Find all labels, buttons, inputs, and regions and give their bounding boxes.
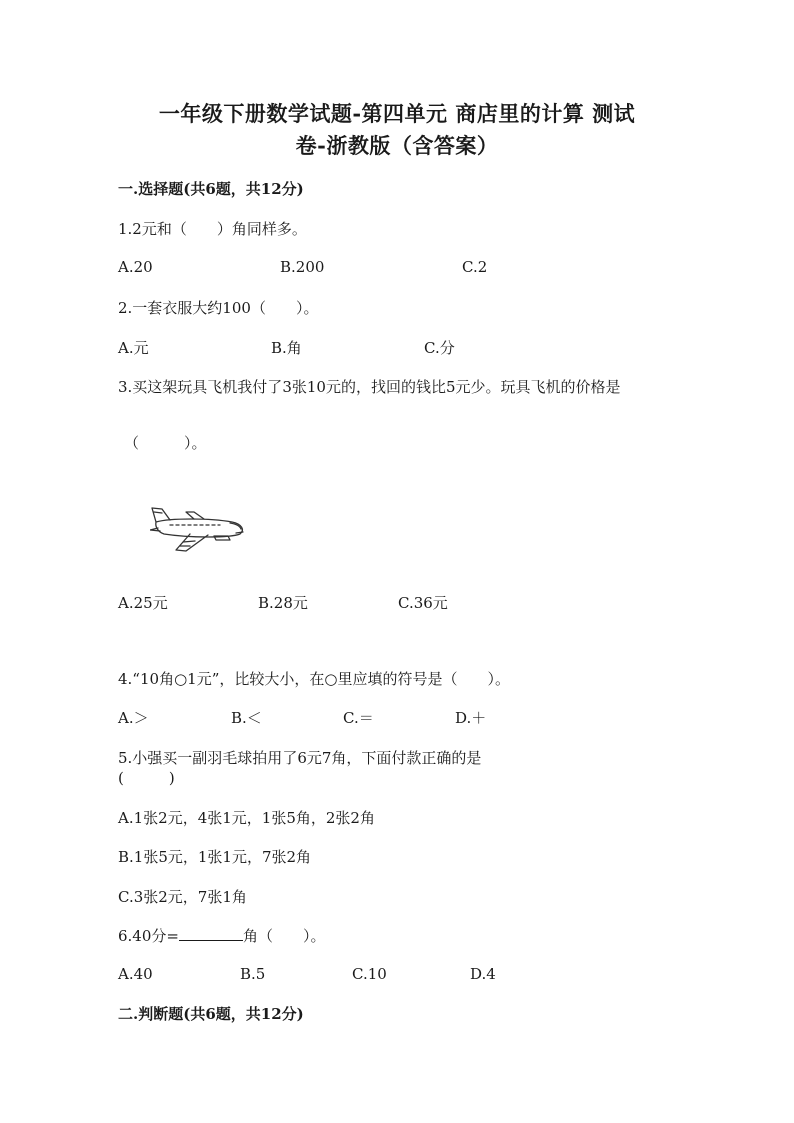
page-title-line-1: 一年级下册数学试题-第四单元 商店里的计算 测试 <box>158 101 636 126</box>
section-heading: 二.判断题(共6题，共12分) <box>118 1005 304 1023</box>
option-item: B.28元 <box>258 594 308 612</box>
question-stem: 5.小强买一副羽毛球拍用了6元7角，下面付款正确的是 <box>118 749 482 767</box>
option-item: A.＞ <box>118 709 149 727</box>
question-stem: 4.“10角○1元”，比较大小，在○里应填的符号是（ ）。 <box>118 670 510 688</box>
question-stem-continuation: （ ）。 <box>124 434 207 452</box>
option-item: B.＜ <box>231 709 262 727</box>
option-item: B.角 <box>271 339 302 357</box>
option-item: B.5 <box>240 965 266 983</box>
question-stem <box>118 925 325 946</box>
option-item: A.40 <box>118 965 153 983</box>
question-stem: 3.买这架玩具飞机我付了3张10元的，找回的钱比5元少。玩具飞机的价格是 <box>118 378 621 396</box>
option-item: D.4 <box>470 965 496 983</box>
option-item: C.＝ <box>343 709 374 727</box>
section-heading: 一.选择题(共6题，共12分) <box>118 180 304 198</box>
option-item: C.36元 <box>398 594 448 612</box>
page-title-line-2: 卷-浙教版（含答案） <box>295 133 499 158</box>
option-item: A.元 <box>118 339 149 357</box>
option-item: B.200 <box>280 258 325 276</box>
option-item: C.3张2元，7张1角 <box>118 888 247 906</box>
option-item: C.分 <box>424 339 455 357</box>
option-item: A.25元 <box>118 594 168 612</box>
option-item: C.2 <box>462 258 488 276</box>
airplane-picture <box>150 500 250 554</box>
option-item: A.20 <box>118 258 153 276</box>
answer-blank-line <box>179 926 243 941</box>
question-stem: 2.一套衣服大约100（ ）。 <box>118 299 319 317</box>
question-stem: 1.2元和（ ）角同样多。 <box>118 220 307 238</box>
option-item: C.10 <box>352 965 387 983</box>
option-item: B.1张5元，1张1元，7张2角 <box>118 848 312 866</box>
question-stem-continuation: ( ) <box>118 769 175 787</box>
question-stem-suffix: 角（ ）。 <box>242 927 326 945</box>
question-stem-prefix: 6.40分= <box>118 927 179 945</box>
option-item: A.1张2元，4张1元，1张5角，2张2角 <box>118 809 375 827</box>
option-item: D.＋ <box>455 709 487 727</box>
